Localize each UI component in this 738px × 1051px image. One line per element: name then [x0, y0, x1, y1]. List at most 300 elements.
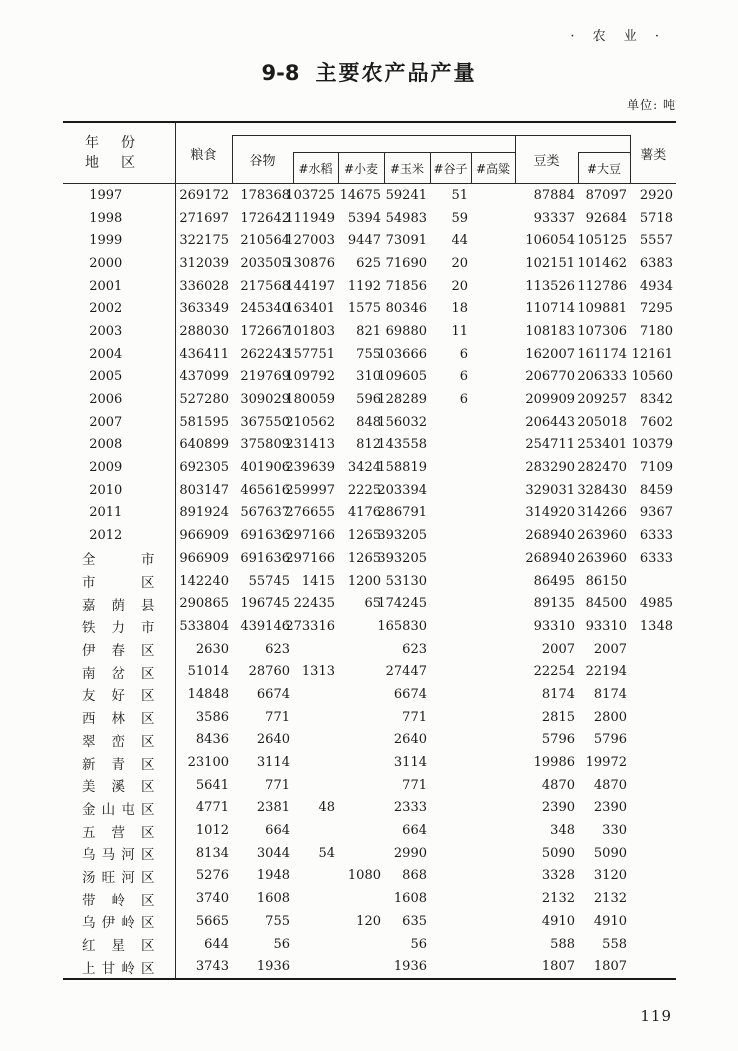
table-row	[63, 955, 676, 979]
value-cell	[471, 797, 515, 820]
value-cell: 581595	[179, 414, 229, 430]
value-cell	[630, 774, 676, 797]
table-row	[63, 479, 676, 502]
value-cell: 245340	[240, 301, 290, 317]
unit-label: 单位: 吨	[627, 98, 676, 112]
value-cell: 107306	[577, 323, 627, 339]
value-cell: 363349	[179, 301, 229, 317]
value-cell: 22435	[293, 596, 335, 612]
value-cell	[430, 434, 471, 457]
value-cell	[430, 592, 471, 615]
value-cell	[471, 366, 515, 389]
value-cell: 102151	[525, 255, 575, 271]
table-row	[63, 887, 676, 910]
value-cell: 205018	[577, 414, 627, 430]
value-cell: 6674	[393, 686, 427, 702]
table-row	[63, 933, 676, 956]
table-row	[63, 751, 676, 774]
value-cell: 48	[318, 800, 335, 816]
value-cell	[471, 502, 515, 525]
table-row	[63, 683, 676, 706]
value-cell: 6333	[639, 550, 673, 566]
value-cell: 771	[265, 777, 290, 793]
value-cell	[430, 729, 471, 752]
table-row	[63, 275, 676, 298]
stub-region-label: 地区	[85, 155, 135, 171]
chapter-label: · 农 业 ·	[570, 29, 664, 44]
value-cell: 2815	[541, 709, 575, 725]
value-cell	[430, 411, 471, 434]
value-cell: 297166	[285, 528, 335, 544]
value-cell: 14675	[339, 187, 381, 203]
value-cell: 163401	[285, 301, 335, 317]
value-cell: 54	[318, 845, 335, 861]
value-cell: 3044	[256, 845, 290, 861]
value-cell	[471, 910, 515, 933]
value-cell	[338, 887, 384, 910]
value-cell	[293, 729, 338, 752]
value-cell: 527280	[179, 392, 229, 408]
value-cell	[630, 933, 676, 956]
value-cell	[630, 751, 676, 774]
table-row	[63, 456, 676, 479]
value-cell	[430, 479, 471, 502]
value-cell: 4870	[593, 777, 627, 793]
value-cell: 109792	[285, 369, 335, 385]
value-cell	[630, 887, 676, 910]
value-cell: 5557	[639, 233, 673, 249]
value-cell: 11	[451, 323, 468, 339]
value-cell: 7602	[639, 414, 673, 430]
stats-table	[63, 121, 676, 980]
header-row-1	[63, 122, 676, 136]
value-cell: 465616	[240, 482, 290, 498]
value-cell	[471, 933, 515, 956]
value-cell: 172667	[240, 323, 290, 339]
value-cell: 111949	[285, 210, 335, 226]
value-cell: 4985	[639, 596, 673, 612]
value-cell: 1807	[541, 959, 575, 975]
value-cell	[430, 865, 471, 888]
value-cell: 891924	[179, 505, 229, 521]
value-cell: 28760	[248, 664, 290, 680]
value-cell: 254711	[525, 437, 575, 453]
value-cell: 109605	[377, 369, 427, 385]
value-cell: 3586	[195, 709, 229, 725]
col-header-rice: #水稻	[293, 153, 338, 184]
value-cell	[630, 706, 676, 729]
row-label: 美溪区	[63, 774, 175, 797]
value-cell: 6	[459, 392, 468, 408]
value-cell: 314266	[577, 505, 627, 521]
row-label: 1997	[63, 184, 175, 207]
value-cell: 12161	[631, 346, 673, 362]
value-cell: 209257	[577, 392, 627, 408]
value-cell	[471, 955, 515, 979]
value-cell: 80346	[385, 301, 427, 317]
value-cell	[430, 887, 471, 910]
stub-year-label: 年份	[85, 135, 135, 151]
value-cell	[471, 229, 515, 252]
value-cell: 71856	[385, 278, 427, 294]
value-cell: 157751	[285, 346, 335, 362]
value-cell	[630, 842, 676, 865]
table-row	[63, 774, 676, 797]
table-row	[63, 184, 676, 207]
value-cell: 2007	[541, 641, 575, 657]
row-label: 1999	[63, 229, 175, 252]
value-cell: 588	[550, 936, 575, 952]
value-cell: 2132	[541, 891, 575, 907]
value-cell	[430, 638, 471, 661]
value-cell	[630, 660, 676, 683]
value-cell: 2333	[393, 800, 427, 816]
value-cell	[471, 297, 515, 320]
table-row	[63, 366, 676, 389]
value-cell	[430, 819, 471, 842]
value-cell: 93310	[533, 618, 575, 634]
value-cell: 1313	[301, 664, 335, 680]
value-cell: 393205	[377, 550, 427, 566]
value-cell: 1265	[347, 550, 381, 566]
value-cell: 821	[356, 323, 381, 339]
value-cell: 86495	[533, 573, 575, 589]
value-cell	[630, 683, 676, 706]
value-cell: 329031	[525, 482, 575, 498]
value-cell: 206770	[525, 369, 575, 385]
value-cell: 4176	[347, 505, 381, 521]
row-label: 乌伊岭区	[63, 910, 175, 933]
value-cell	[471, 660, 515, 683]
value-cell	[338, 660, 384, 683]
row-label: 2009	[63, 456, 175, 479]
value-cell: 27447	[385, 664, 427, 680]
value-cell	[293, 638, 338, 661]
value-cell: 112786	[577, 278, 627, 294]
row-label: 嘉荫县	[63, 592, 175, 615]
table-row	[63, 524, 676, 547]
col-header-cereals: 谷物	[232, 136, 293, 184]
value-cell: 165830	[377, 618, 427, 634]
value-cell: 5090	[593, 845, 627, 861]
value-cell	[471, 524, 515, 547]
value-cell: 966909	[179, 550, 229, 566]
value-cell	[630, 729, 676, 752]
value-cell	[630, 910, 676, 933]
value-cell: 10379	[631, 437, 673, 453]
value-cell: 5394	[347, 210, 381, 226]
value-cell: 5718	[639, 210, 673, 226]
value-cell	[430, 547, 471, 570]
value-cell: 109881	[577, 301, 627, 317]
value-cell: 314920	[525, 505, 575, 521]
col-header-corn: #玉米	[384, 153, 430, 184]
table-row	[63, 729, 676, 752]
value-cell	[630, 570, 676, 593]
value-cell	[430, 683, 471, 706]
value-cell: 6	[459, 369, 468, 385]
value-cell: 203505	[240, 255, 290, 271]
value-cell: 217568	[240, 278, 290, 294]
value-cell: 268940	[525, 528, 575, 544]
value-cell: 966909	[179, 528, 229, 544]
value-cell: 5641	[195, 777, 229, 793]
value-cell: 51	[451, 187, 468, 203]
value-cell: 23100	[187, 755, 229, 771]
table-title-text: 主要农产品产量	[315, 61, 477, 85]
table-row	[63, 660, 676, 683]
value-cell	[630, 819, 676, 842]
value-cell: 93310	[585, 618, 627, 634]
value-cell: 103666	[377, 346, 427, 362]
table-row	[63, 615, 676, 638]
row-label: 市区	[63, 570, 175, 593]
value-cell: 162007	[525, 346, 575, 362]
value-cell: 51014	[187, 664, 229, 680]
value-cell: 310	[356, 369, 381, 385]
beans-group-top	[515, 122, 630, 136]
value-cell: 5796	[593, 732, 627, 748]
soybean-sub-top	[578, 136, 630, 153]
value-cell: 101803	[285, 323, 335, 339]
value-cell: 5796	[541, 732, 575, 748]
value-cell: 59241	[385, 187, 427, 203]
row-label: 2012	[63, 524, 175, 547]
value-cell: 89135	[533, 596, 575, 612]
value-cell: 3120	[593, 868, 627, 884]
value-cell	[293, 865, 338, 888]
value-cell: 130876	[285, 255, 335, 271]
row-label: 乌马河区	[63, 842, 175, 865]
value-cell	[471, 751, 515, 774]
value-cell: 8342	[639, 392, 673, 408]
value-cell	[430, 797, 471, 820]
value-cell: 1575	[347, 301, 381, 317]
value-cell: 4910	[593, 913, 627, 929]
value-cell: 20	[451, 278, 468, 294]
value-cell	[471, 887, 515, 910]
value-cell: 120	[356, 913, 381, 929]
value-cell: 2132	[593, 891, 627, 907]
value-cell	[471, 343, 515, 366]
row-label: 上甘岭区	[63, 955, 175, 979]
value-cell: 65	[364, 596, 381, 612]
value-cell	[293, 955, 338, 979]
value-cell: 771	[265, 709, 290, 725]
value-cell: 84500	[585, 596, 627, 612]
value-cell	[293, 910, 338, 933]
value-cell: 55745	[248, 573, 290, 589]
row-label: 铁力市	[63, 615, 175, 638]
value-cell	[471, 434, 515, 457]
value-cell: 14848	[187, 686, 229, 702]
value-cell: 105125	[577, 233, 627, 249]
value-cell: 309029	[240, 392, 290, 408]
value-cell	[430, 570, 471, 593]
value-cell: 640899	[179, 437, 229, 453]
value-cell: 2007	[593, 641, 627, 657]
value-cell: 664	[265, 823, 290, 839]
value-cell: 269172	[179, 187, 229, 203]
value-cell: 290865	[179, 596, 229, 612]
row-label: 2005	[63, 366, 175, 389]
row-label: 西林区	[63, 706, 175, 729]
value-cell: 1948	[256, 868, 290, 884]
value-cell: 691636	[240, 550, 290, 566]
value-cell	[430, 706, 471, 729]
value-cell: 196745	[240, 596, 290, 612]
value-cell: 625	[356, 255, 381, 271]
value-cell: 623	[265, 641, 290, 657]
table-row	[63, 320, 676, 343]
value-cell: 108183	[525, 323, 575, 339]
value-cell: 558	[602, 936, 627, 952]
value-cell: 106054	[525, 233, 575, 249]
value-cell: 87884	[533, 187, 575, 203]
col-header-wheat: #小麦	[338, 153, 384, 184]
value-cell: 439146	[240, 618, 290, 634]
value-cell: 3740	[195, 891, 229, 907]
value-cell	[471, 592, 515, 615]
value-cell: 1936	[393, 959, 427, 975]
value-cell: 6674	[256, 686, 290, 702]
value-cell	[293, 706, 338, 729]
cereals-group-top	[232, 122, 515, 136]
value-cell: 2390	[541, 800, 575, 816]
table-row	[63, 343, 676, 366]
table-row	[63, 638, 676, 661]
value-cell: 848	[356, 414, 381, 430]
table-row	[63, 434, 676, 457]
value-cell: 209909	[525, 392, 575, 408]
value-cell: 5276	[195, 868, 229, 884]
value-cell	[338, 729, 384, 752]
value-cell: 2640	[393, 732, 427, 748]
value-cell: 59	[451, 210, 468, 226]
value-cell: 6383	[639, 255, 673, 271]
value-cell	[471, 865, 515, 888]
value-cell: 1608	[393, 891, 427, 907]
value-cell: 178368	[240, 187, 290, 203]
value-cell	[630, 955, 676, 979]
table-row	[63, 592, 676, 615]
value-cell: 210564	[240, 233, 290, 249]
value-cell	[471, 683, 515, 706]
value-cell: 436411	[179, 346, 229, 362]
value-cell: 161174	[577, 346, 627, 362]
value-cell: 10560	[631, 369, 673, 385]
value-cell: 2225	[347, 482, 381, 498]
value-cell: 567637	[240, 505, 290, 521]
value-cell	[471, 479, 515, 502]
value-cell	[338, 819, 384, 842]
value-cell: 7109	[639, 460, 673, 476]
table-row	[63, 819, 676, 842]
value-cell	[630, 797, 676, 820]
row-label: 2004	[63, 343, 175, 366]
value-cell: 437099	[179, 369, 229, 385]
value-cell: 771	[402, 709, 427, 725]
table-row	[63, 842, 676, 865]
value-cell: 180059	[285, 392, 335, 408]
value-cell: 1807	[593, 959, 627, 975]
value-cell: 127003	[285, 233, 335, 249]
value-cell: 664	[402, 823, 427, 839]
value-cell	[338, 955, 384, 979]
value-cell: 5665	[195, 913, 229, 929]
value-cell: 297166	[285, 550, 335, 566]
table-row	[63, 910, 676, 933]
value-cell: 393205	[377, 528, 427, 544]
value-cell: 262243	[240, 346, 290, 362]
value-cell: 22254	[533, 664, 575, 680]
value-cell	[471, 774, 515, 797]
row-label: 2003	[63, 320, 175, 343]
row-label: 2010	[63, 479, 175, 502]
value-cell: 110714	[525, 301, 575, 317]
value-cell: 19972	[585, 755, 627, 771]
value-cell: 20	[451, 255, 468, 271]
stub-header	[63, 122, 175, 184]
value-cell: 69880	[385, 323, 427, 339]
value-cell	[471, 819, 515, 842]
value-cell	[471, 320, 515, 343]
row-label: 1998	[63, 207, 175, 230]
value-cell: 755	[265, 913, 290, 929]
value-cell: 322175	[179, 233, 229, 249]
value-cell: 6	[459, 346, 468, 362]
value-cell	[430, 933, 471, 956]
value-cell: 8459	[639, 482, 673, 498]
value-cell	[430, 774, 471, 797]
value-cell: 206443	[525, 414, 575, 430]
value-cell: 174245	[377, 596, 427, 612]
row-label: 2011	[63, 502, 175, 525]
table-row	[63, 706, 676, 729]
value-cell: 9367	[639, 505, 673, 521]
row-label: 2000	[63, 252, 175, 275]
value-cell	[471, 706, 515, 729]
value-cell: 56	[410, 936, 427, 952]
value-cell: 1265	[347, 528, 381, 544]
value-cell: 8174	[593, 686, 627, 702]
col-header-sorghum: #高粱	[471, 153, 515, 184]
row-label: 2008	[63, 434, 175, 457]
value-cell: 6333	[639, 528, 673, 544]
value-cell	[471, 456, 515, 479]
value-cell: 203394	[377, 482, 427, 498]
table-row	[63, 229, 676, 252]
col-header-tubers: 薯类	[630, 122, 676, 184]
value-cell: 283290	[525, 460, 575, 476]
table-row	[63, 547, 676, 570]
value-cell	[430, 842, 471, 865]
row-label: 2002	[63, 297, 175, 320]
value-cell: 210562	[285, 414, 335, 430]
value-cell	[471, 638, 515, 661]
value-cell: 101462	[577, 255, 627, 271]
table-row	[63, 297, 676, 320]
value-cell	[471, 729, 515, 752]
value-cell: 771	[402, 777, 427, 793]
value-cell: 44	[451, 233, 468, 249]
value-cell	[338, 706, 384, 729]
value-cell: 1080	[347, 868, 381, 884]
value-cell	[630, 865, 676, 888]
value-cell: 71690	[385, 255, 427, 271]
value-cell: 336028	[179, 278, 229, 294]
col-header-beans: 豆类	[515, 136, 578, 184]
